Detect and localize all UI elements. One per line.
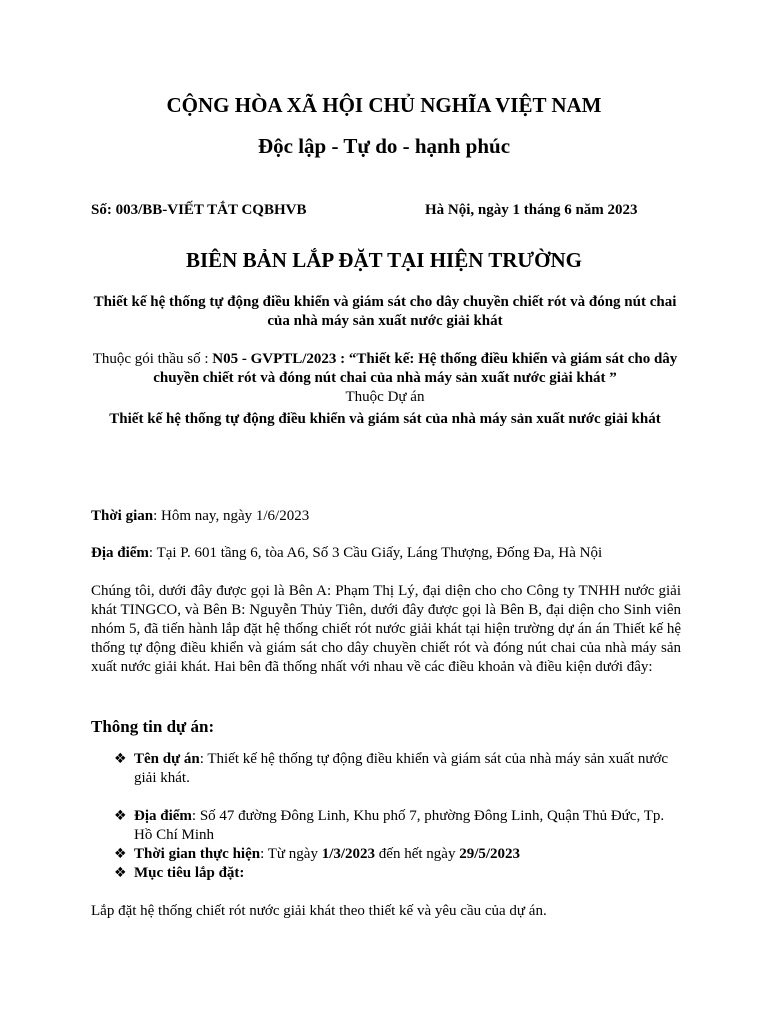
- list-item: [114, 845, 684, 864]
- document-subtitle: Thiết kế hệ thống tự động điều khiển và giám sát cho dây chuyền chiết rót và đóng nút chai của nhà máy sản xuất nước giải khát: [93, 294, 677, 329]
- package-code: N05 - GVPTL/2023 : “Thiết kế: Hệ thống điều khiển và giám sát cho dây chuyền chiết rót và đóng nút chai của nhà máy sản xuất nước giải khát ”: [153, 351, 678, 386]
- list-item: [114, 750, 684, 788]
- project-name: Thiết kế hệ thống tự động điều khiển và giám sát của nhà máy sản xuất nước giải khát: [109, 411, 661, 427]
- nation-header: CỘNG HÒA XÃ HỘI CHỦ NGHĨA VIỆT NAM: [166, 93, 602, 117]
- project-name-value: : Thiết kế hệ thống tự động điều khiển và giám sát của nhà máy sản xuất nước giải khát.: [134, 751, 669, 786]
- period-from: 1/3/2023: [321, 846, 376, 862]
- location-label: Địa điểm: [91, 545, 149, 561]
- goal-label: Mục tiêu lắp đặt:: [134, 865, 245, 881]
- period-to: 29/5/2023: [459, 846, 521, 862]
- diamond-bullet-icon: ❖: [114, 751, 127, 767]
- project-info-list: [114, 750, 684, 883]
- period-from-text: : Từ ngày: [260, 846, 322, 862]
- site-label: Địa điểm: [134, 808, 192, 824]
- section-title: Thông tin dự án:: [91, 717, 215, 736]
- location-line: [91, 544, 681, 563]
- period-label: Thời gian thực hiện: [134, 846, 261, 862]
- time-line: [91, 507, 681, 526]
- project-label: Thuộc Dự án: [345, 389, 425, 405]
- closing-paragraph: Lắp đặt hệ thống chiết rót nước giải khát theo thiết kế và yêu cầu của dự án.: [91, 903, 547, 919]
- intro-paragraph: Chúng tôi, dưới đây được gọi là Bên A: Phạm Thị Lý, đại diện cho cho Công ty TNHH nước giải khát TINGCO, và Bên B: Nguyễn Thủy Tiên, dưới đây được gọi là Bên B, đại diện cho Sinh viên nhóm 5, đã tiến hành lắp đặt hệ thống chiết rót nước giải khát tại hiện trường dự án án Thiết kế hệ thống tự động điều khiển và giám sát cho dây chuyền chiết rót và đóng nút chai của nhà máy sản xuất nước giải khát. Hai bên đã thống nhất với nhau về các điều khoản và điều kiện dưới đây:: [91, 583, 681, 675]
- list-item: [114, 807, 684, 845]
- list-item: [114, 864, 684, 883]
- package-info: [90, 350, 680, 407]
- period-to-text: đến hết ngày: [375, 846, 460, 862]
- time-label: Thời gian: [91, 508, 154, 524]
- place-date: Hà Nội, ngày 1 tháng 6 năm 2023: [425, 202, 638, 218]
- motto: Độc lập - Tự do - hạnh phúc: [257, 134, 511, 158]
- document-number: Số: 003/BB-VIẾT TẮT CQBHVB: [91, 202, 307, 218]
- project-name-label: Tên dự án: [134, 751, 200, 767]
- document-title: BIÊN BẢN LẮP ĐẶT TẠI HIỆN TRƯỜNG: [186, 248, 582, 272]
- site-value: : Số 47 đường Đông Linh, Khu phố 7, phường Đông Linh, Quận Thủ Đức, Tp. Hồ Chí Minh: [134, 808, 665, 843]
- diamond-bullet-icon: ❖: [114, 808, 127, 824]
- time-value: : Hôm nay, ngày 1/6/2023: [153, 508, 310, 524]
- diamond-bullet-icon: ❖: [114, 865, 127, 881]
- package-prefix: Thuộc gói thầu số :: [92, 351, 213, 367]
- location-value: : Tại P. 601 tầng 6, tòa A6, Số 3 Cầu Giấy, Láng Thượng, Đống Đa, Hà Nội: [148, 545, 603, 561]
- diamond-bullet-icon: ❖: [114, 846, 127, 862]
